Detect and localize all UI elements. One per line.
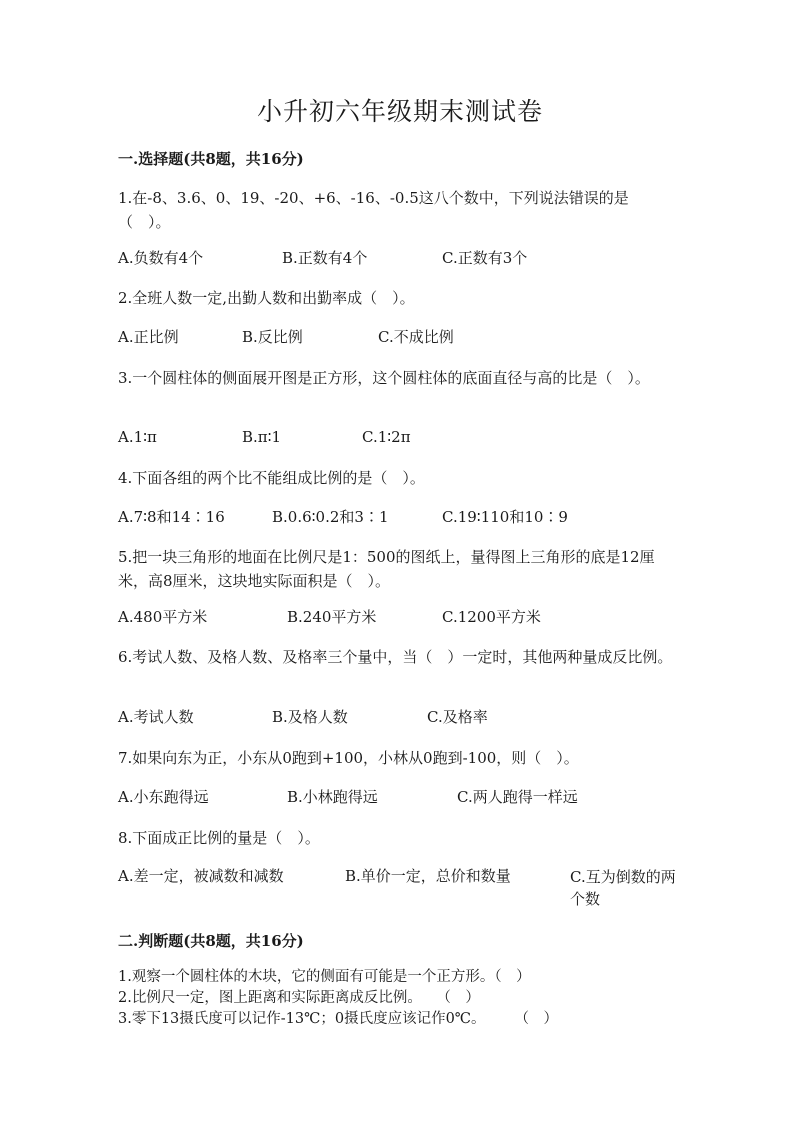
option-a: A.差一定，被减数和减数 — [118, 867, 284, 885]
option-a: A.1∶π — [118, 428, 157, 446]
page-title: 小升初六年级期末测试卷 — [256, 97, 543, 126]
option-b: B.小林跑得远 — [287, 788, 378, 806]
question-7: 7.如果向东为正，小东从0跑到+100，小林从0跑到-100，则（ ）。 — [118, 749, 579, 767]
option-c: C.互为倒数的两个数 — [570, 868, 676, 908]
tf-item-3: 3.零下13摄氏度可以记作-13℃；0摄氏度应该记作0℃。 （ ） — [118, 1011, 559, 1027]
section-heading-true-false: 二.判断题(共8题，共16分) — [118, 932, 304, 950]
tf-item-2: 2.比例尺一定，图上距离和实际距离成反比例。 （ ） — [118, 990, 480, 1006]
question-1: 1.在-8、3.6、0、19、-20、+6、-16、-0.5这八个数中，下列说法错误的是（ ）。 — [118, 189, 629, 231]
option-c: C.及格率 — [427, 708, 488, 726]
section-heading-choice: 一.选择题(共8题，共16分) — [118, 150, 304, 168]
option-a: A.考试人数 — [118, 708, 194, 726]
option-c: C.不成比例 — [378, 328, 454, 346]
option-b: B.反比例 — [242, 328, 303, 346]
question-5: 5.把一块三角形的地面在比例尺是1：500的图纸上，量得图上三角形的底是12厘米，高8厘米，这块地实际面积是（ ）。 — [118, 548, 655, 590]
question-4: 4.下面各组的两个比不能组成比例的是（ ）。 — [118, 469, 425, 487]
option-b: B.正数有4个 — [282, 249, 368, 267]
option-b: B.0.6∶0.2和3∶1 — [272, 508, 389, 526]
option-b: B.单价一定，总价和数量 — [345, 867, 511, 885]
option-b: B.240平方米 — [287, 608, 377, 626]
option-a: A.正比例 — [118, 328, 179, 346]
option-a: A.480平方米 — [118, 608, 208, 626]
question-8: 8.下面成正比例的量是（ ）。 — [118, 829, 320, 847]
option-b: B.及格人数 — [272, 708, 348, 726]
option-c: C.正数有3个 — [442, 249, 528, 267]
question-6: 6.考试人数、及格人数、及格率三个量中，当（ ）一定时，其他两种量成反比例。 — [118, 648, 673, 666]
option-c: C.1∶2π — [362, 428, 411, 446]
option-a: A.7∶8和14∶16 — [118, 508, 225, 526]
question-3: 3.一个圆柱体的侧面展开图是正方形，这个圆柱体的底面直径与高的比是（ ）。 — [118, 369, 650, 387]
tf-item-1: 1.观察一个圆柱体的木块，它的侧面有可能是一个正方形。（ ） — [118, 969, 531, 985]
option-c: C.19∶110和10∶9 — [442, 508, 568, 526]
option-c: C.1200平方米 — [442, 608, 541, 626]
option-b: B.π∶1 — [242, 428, 282, 446]
option-c: C.两人跑得一样远 — [457, 788, 578, 806]
question-2: 2.全班人数一定,出勤人数和出勤率成（ ）。 — [118, 289, 415, 307]
option-a: A.小东跑得远 — [118, 788, 209, 806]
option-a: A.负数有4个 — [118, 249, 204, 267]
